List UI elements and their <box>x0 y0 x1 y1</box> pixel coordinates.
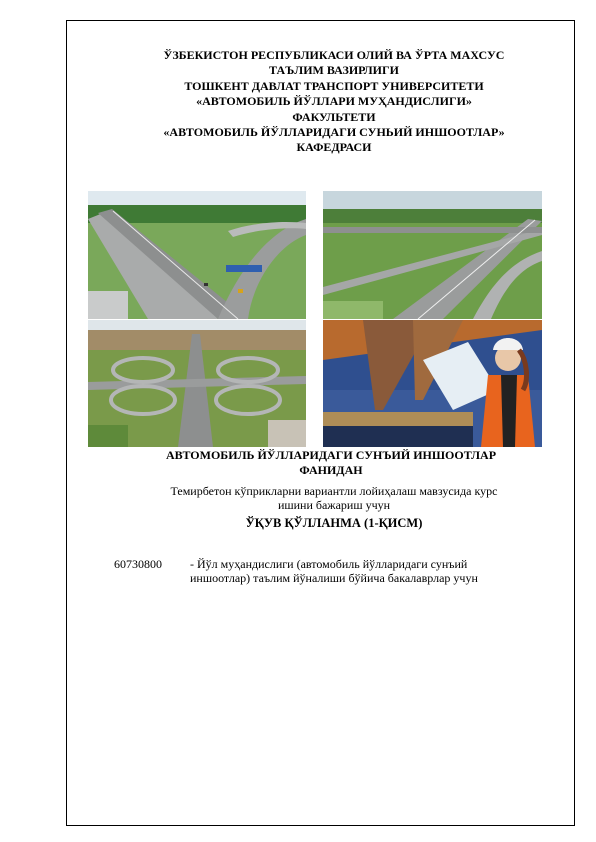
header-line: ТАЪЛИМ ВАЗИРЛИГИ <box>269 63 399 78</box>
header-line: КАФЕДРАСИ <box>296 140 372 155</box>
specialty-description <box>190 557 550 585</box>
header-line: ЎЗБЕКИСТОН РЕСПУБЛИКАСИ ОЛИЙ ВА ЎРТА МАХСУС <box>163 48 505 62</box>
subject-line: ФАНИДАН <box>299 463 363 477</box>
subject-line: АВТОМОБИЛЬ ЙЎЛЛАРИДАГИ СУНЪИЙ ИНШООТЛАР <box>165 448 497 462</box>
header-line: ТОШКЕНТ ДАВЛАТ ТРАНСПОРТ УНИВЕРСИТЕТИ <box>184 78 484 93</box>
header-line: «АВТОМОБИЛЬ ЙЎЛЛАРИ МУҲАНДИСЛИГИ» <box>196 94 472 109</box>
cloverleaf-interchange-photo <box>88 320 306 447</box>
institution-header <box>66 48 596 156</box>
header-line: «АВТОМОБИЛЬ ЙЎЛЛАРИДАГИ СУНЬИЙ ИНШООТЛАР» <box>163 125 505 140</box>
engineer-bridge-photo <box>323 320 542 447</box>
specialty-line: иншоотлар) таълим йўналиши бўйича бакалаврлар учун <box>190 571 478 585</box>
subject-title <box>66 448 596 478</box>
highway-interchange-photo <box>323 191 542 319</box>
topic-text <box>66 484 596 512</box>
topic-line: ишини бажариш учун <box>277 498 391 512</box>
specialty-line: - Йўл муҳандислиги (автомобиль йўлларидаги сунъий <box>190 557 468 571</box>
topic-line: Темирбетон кўприкларни вариантли лойиҳалаш мавзусида курс <box>170 484 498 498</box>
highway-overpass-photo <box>88 191 306 319</box>
specialty-code: 60730800 <box>114 557 162 571</box>
guide-title: ЎҚУВ ҚЎЛЛАНМА (1-ҚИСМ) <box>245 516 423 530</box>
header-line: ФАКУЛЬТЕТИ <box>292 109 376 124</box>
